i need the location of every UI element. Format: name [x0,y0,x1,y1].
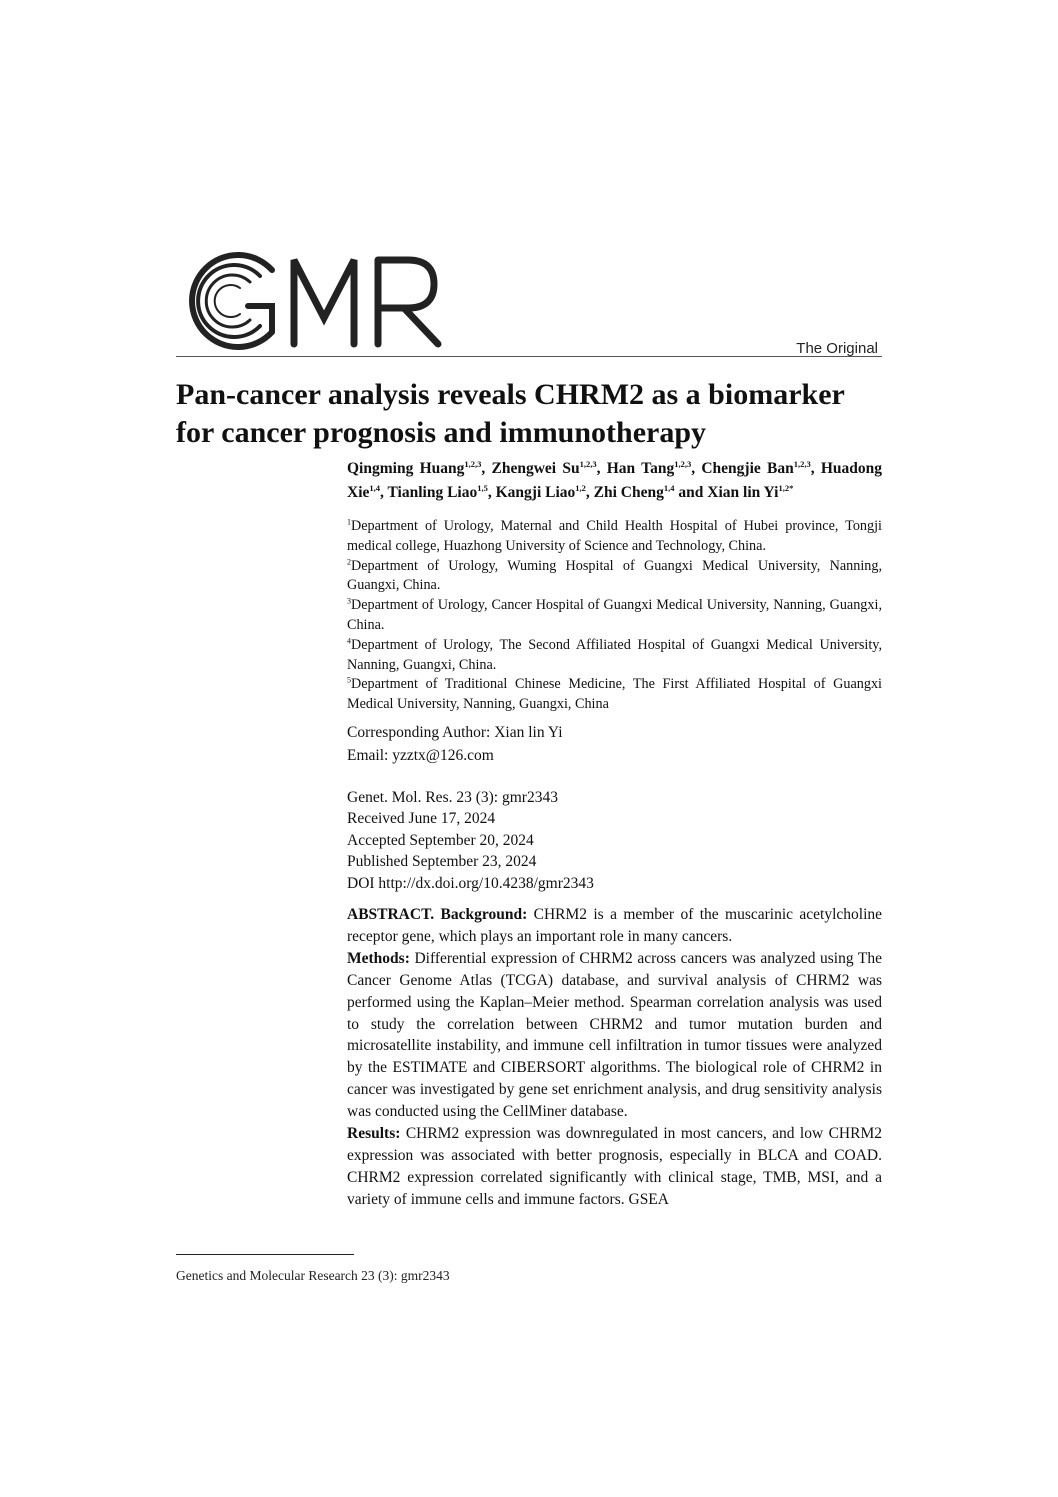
corresponding-author: Corresponding Author: Xian lin Yi [347,724,563,741]
affiliation-number: 4 [347,636,351,646]
author-separator: , [487,484,496,501]
doi: DOI http://dx.doi.org/10.4238/gmr2343 [347,874,594,892]
results-text: CHRM2 expression was downregulated in most cancers, and low CHRM2 expression was associated with better prognosis, especially in BLCA and COAD. CHRM2 expression correlated significantly with clinical stage, TMB, MSI, and a variety of immune cells and immune factors. GSEA [347,1125,883,1208]
background-label: Background: [440,906,528,923]
author [492,460,607,477]
affiliation-number: 3 [347,596,351,606]
author-affiliation-sup: 1,2,3 [793,458,811,469]
author-separator: , [585,484,594,501]
affiliation-text: Department of Urology, The Second Affiliated Hospital of Guangxi Medical University, Nanning, Guangxi, China. [347,636,882,673]
author-separator: , [691,460,702,477]
author [347,460,492,477]
author-name: Xian lin Yi [707,484,779,501]
author-affiliation-sup: 1,2,3 [464,458,482,469]
methods-text: Differential expression of CHRM2 across cancers was analyzed using The Cancer Genome Atlas (TCGA) database, and survival analysis of CHRM2 was performed using the Kaplan–Meier method. Spearman correlation analysis was used to study the correlation between CHRM2 and tumor mutation burden and microsatellite instability, and immune cell infiltration in tumor tissues were analyzed by the ESTIMATE and CIBERSORT algorithms. The biological role of CHRM2 in cancer was investigated by gene set enrichment analysis, and drug sensitivity analysis was conducted using the CellMiner database. [347,949,882,1121]
paper-title: Pan-cancer analysis reveals CHRM2 as a biomarker for cancer prognosis and immunotherapy [176,378,845,449]
header-rule [176,356,882,357]
author [707,484,793,501]
author-name: Tianling Liao [387,484,478,501]
affiliation [347,636,882,676]
abstract-background [347,904,882,948]
affiliation-number: 5 [347,675,351,685]
affiliation-list [347,517,882,715]
author [701,460,821,477]
affiliation-text: Department of Traditional Chinese Medicine, The First Affiliated Hospital of Guangxi Medical University, Nanning, Guangxi, China [347,676,882,713]
abstract-results [347,1123,882,1211]
author-affiliation-sup: 1,5 [477,482,488,493]
page-footer: Genetics and Molecular Research 23 (3): gmr2343 [176,1268,450,1283]
author [607,460,702,477]
author [594,484,708,501]
author-name: Chengjie Ban [701,460,794,477]
abstract-label: ABSTRACT. [347,906,435,923]
accepted-date: Accepted September 20, 2024 [347,831,534,849]
author-affiliation-sup: 1,2,3 [674,458,692,469]
affiliation [347,557,882,597]
author-separator: , [810,460,821,477]
abstract [347,904,882,1211]
affiliation [347,517,882,557]
email: Email: yzztx@126.com [347,747,494,764]
affiliation-number: 1 [347,517,351,527]
article-type: The Original [796,340,878,357]
author-name: Han Tang [606,460,675,477]
author-separator: , [596,460,607,477]
results-label: Results: [347,1125,401,1143]
received-date: Received June 17, 2024 [347,810,496,828]
author-name: Qingming Huang [347,460,465,477]
author-name: Zhi Cheng [593,484,664,501]
author-affiliation-sup: 1,4 [369,482,381,493]
author-separator: , [481,460,492,477]
affiliation-text: Department of Urology, Cancer Hospital of Guangxi Medical University, Nanning, Guangxi, China. [347,597,882,633]
published-date: Published September 23, 2024 [347,853,537,871]
citation: Genet. Mol. Res. 23 (3): gmr2343 [347,789,558,806]
author [496,484,594,501]
author-name: Huadong Xie [347,460,883,501]
author [388,484,496,501]
affiliation-text: Department of Urology, Wuming Hospital of Guangxi Medical University, Nanning, Guangxi, China. [347,557,882,594]
affiliation-text: Department of Urology, Maternal and Child Health Hospital of Hubei province, Tongji medical college, Huazhong University of Science and Technology, China. [347,518,882,554]
author-name: Kangji Liao [495,484,576,501]
contact-block [347,721,882,767]
abstract-methods [347,948,882,1123]
gmr-logo [176,248,446,352]
author-name: Zhengwei Su [491,460,580,477]
affiliation [347,596,882,636]
author-affiliation-sup: 1,2,3 [579,458,597,469]
footnote-rule [176,1254,354,1255]
author-separator: , [380,484,388,501]
author-list [347,457,882,505]
background-text: CHRM2 is a member of the muscarinic acetylcholine receptor gene, which plays an important role in many cancers. [347,906,883,945]
author-affiliation-sup: 1,2 [575,482,586,493]
affiliation [347,675,882,715]
author-separator: and [674,484,708,501]
publication-meta [347,787,882,894]
author-affiliation-sup: 1,2* [778,482,794,493]
methods-label: Methods: [347,949,410,967]
author-affiliation-sup: 1,4 [663,482,675,493]
affiliation-number: 2 [347,556,351,566]
